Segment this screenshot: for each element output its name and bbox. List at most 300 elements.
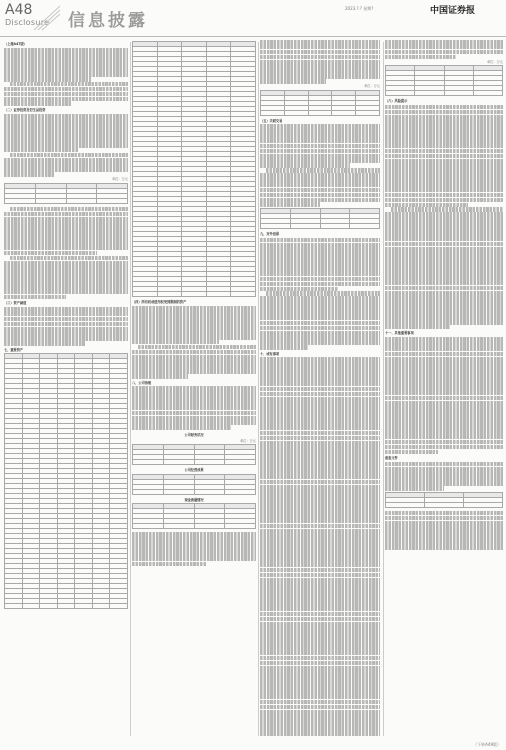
table-unit: 单位：万元 — [487, 59, 503, 64]
text-line — [4, 162, 128, 167]
text-line — [385, 188, 503, 193]
subsection-heading: 备查文件 — [385, 456, 398, 461]
text-line — [385, 261, 503, 266]
text-line — [132, 425, 231, 430]
text-line — [132, 325, 256, 330]
text-line — [260, 680, 380, 685]
text-line — [260, 489, 380, 494]
text-line — [4, 317, 128, 322]
table-cell — [40, 604, 58, 609]
text-line — [4, 92, 128, 97]
text-line — [385, 139, 503, 144]
text-line — [260, 144, 380, 149]
text-line — [260, 74, 380, 79]
text-line — [260, 60, 380, 65]
data-table — [4, 353, 128, 609]
data-table — [385, 65, 503, 96]
table-cell — [133, 524, 164, 529]
text-line — [385, 178, 503, 183]
text-line — [260, 401, 380, 406]
section-title: 信息披露 — [68, 11, 148, 31]
table-cell — [290, 224, 320, 229]
table-row — [133, 524, 256, 529]
text-line — [385, 486, 444, 491]
text-line — [4, 270, 128, 275]
text-line — [385, 281, 503, 286]
text-line — [260, 134, 380, 139]
table-cell — [206, 292, 231, 297]
text-line — [385, 352, 503, 357]
text-line — [385, 371, 503, 376]
text-line — [132, 330, 256, 335]
text-line — [4, 77, 91, 82]
text-line — [4, 167, 128, 172]
text-line — [260, 450, 380, 455]
text-line — [260, 362, 380, 367]
text-line — [260, 193, 380, 198]
text-line — [260, 578, 380, 583]
text-line — [385, 467, 503, 472]
text-line — [385, 173, 503, 178]
column-divider — [258, 42, 259, 736]
text-line — [260, 124, 380, 129]
text-line — [260, 548, 380, 553]
text-line — [260, 257, 380, 262]
text-line — [260, 139, 380, 144]
text-line — [260, 480, 380, 485]
table-cell — [464, 502, 503, 507]
text-line — [260, 563, 380, 568]
table-cell — [35, 198, 66, 203]
text-line — [385, 193, 503, 198]
text-line — [260, 587, 380, 592]
text-line — [260, 705, 380, 710]
text-line — [260, 282, 380, 287]
text-line — [260, 543, 380, 548]
text-line — [4, 67, 128, 72]
text-line — [385, 420, 503, 425]
text-line — [4, 246, 128, 251]
text-line — [4, 251, 97, 256]
subsection-heading: （三）资产减值 — [4, 301, 27, 306]
continued-on-next-page: （下转A49版） — [473, 742, 501, 747]
table-title: 公司财务状况 — [184, 432, 204, 437]
text-line — [132, 532, 256, 537]
text-line — [260, 367, 380, 372]
text-line — [260, 129, 380, 134]
text-line — [260, 243, 380, 248]
subsection-heading: （五）关联交易 — [260, 118, 283, 123]
text-line — [385, 40, 503, 45]
text-line — [260, 272, 380, 277]
subsection-heading: 十一、其他重要事项 — [385, 331, 414, 336]
table-cell — [194, 524, 225, 529]
text-line — [385, 222, 503, 227]
text-line — [260, 445, 380, 450]
text-line — [4, 295, 66, 300]
text-line — [4, 217, 128, 222]
text-line — [132, 359, 256, 364]
text-line — [385, 217, 503, 222]
text-line — [260, 436, 380, 441]
text-line — [260, 714, 380, 719]
text-line — [385, 163, 503, 168]
text-line — [385, 154, 503, 159]
text-line — [260, 357, 380, 362]
text-line — [385, 203, 468, 208]
text-line — [385, 115, 503, 120]
text-line — [385, 337, 503, 342]
text-line — [132, 306, 256, 311]
text-line — [4, 87, 128, 92]
data-table — [260, 90, 380, 116]
text-line — [385, 376, 503, 381]
text-line — [385, 105, 503, 110]
text-line — [385, 134, 503, 139]
text-line — [385, 242, 503, 247]
text-line — [4, 336, 128, 341]
text-line — [385, 471, 503, 476]
text-line — [391, 207, 503, 212]
text-line — [260, 651, 380, 656]
text-line — [385, 305, 503, 310]
text-line — [385, 435, 503, 440]
text-line — [260, 154, 380, 159]
data-table — [132, 41, 256, 297]
table-cell — [5, 604, 23, 609]
text-line — [260, 670, 380, 675]
text-line — [385, 295, 503, 300]
table-cell — [261, 110, 285, 115]
text-line — [260, 296, 380, 301]
table-cell — [163, 460, 194, 465]
text-line — [10, 256, 128, 261]
text-line — [385, 425, 503, 430]
text-line — [260, 597, 380, 602]
text-line — [4, 236, 128, 241]
text-line — [260, 183, 380, 188]
text-line — [260, 529, 380, 534]
text-line — [385, 410, 503, 415]
text-line — [4, 62, 128, 67]
text-line — [385, 445, 503, 450]
table-row — [5, 198, 128, 203]
section-name-en: Disclosure — [5, 18, 50, 27]
text-line — [138, 345, 256, 350]
table-cell — [66, 198, 97, 203]
text-line — [260, 690, 380, 695]
text-line — [385, 149, 503, 154]
text-line — [385, 415, 503, 420]
page-number: A48 — [5, 2, 33, 18]
text-line — [260, 675, 380, 680]
text-column-4 — [385, 40, 503, 736]
text-line — [4, 265, 128, 270]
text-line — [10, 207, 128, 212]
text-line — [385, 430, 503, 435]
text-line — [260, 252, 380, 257]
text-line — [132, 315, 256, 320]
text-line — [385, 396, 503, 401]
text-line — [132, 557, 256, 562]
text-line — [260, 631, 380, 636]
text-line — [385, 291, 503, 296]
text-line — [385, 251, 503, 256]
table-row — [133, 292, 256, 297]
text-line — [260, 582, 380, 587]
text-line — [260, 163, 350, 168]
text-line — [260, 40, 380, 45]
text-line — [385, 310, 503, 315]
table-cell — [57, 604, 75, 609]
text-line — [260, 178, 380, 183]
text-line — [260, 45, 380, 50]
text-line — [260, 372, 380, 377]
table-cell — [92, 604, 110, 609]
table-row — [261, 224, 380, 229]
text-line — [260, 470, 380, 475]
text-line — [4, 212, 128, 217]
text-line — [385, 545, 503, 550]
text-line — [132, 335, 256, 340]
text-line — [10, 82, 128, 87]
data-table — [132, 444, 256, 465]
table-cell — [356, 110, 380, 115]
text-line — [132, 391, 256, 396]
text-line — [4, 123, 128, 128]
text-line — [260, 202, 320, 207]
text-line — [260, 188, 380, 193]
text-line — [260, 504, 380, 509]
text-line — [385, 183, 503, 188]
text-line — [4, 72, 128, 77]
text-line — [260, 719, 380, 724]
table-cell — [386, 502, 425, 507]
table-row — [386, 502, 503, 507]
subsection-heading: 九、对外担保 — [260, 232, 280, 237]
text-line — [260, 198, 380, 203]
text-line — [260, 475, 380, 480]
table-cell — [133, 489, 164, 494]
text-line — [4, 341, 85, 346]
text-line — [260, 345, 308, 350]
text-line — [385, 168, 503, 173]
text-line — [385, 386, 503, 391]
text-line — [260, 695, 380, 700]
text-line — [385, 405, 503, 410]
text-line — [132, 562, 206, 567]
table-title: 现金流量情况 — [184, 497, 204, 502]
text-line — [4, 52, 128, 57]
text-line — [385, 440, 503, 445]
text-line — [132, 406, 256, 411]
table-cell — [163, 489, 194, 494]
data-table — [260, 208, 380, 229]
text-line — [260, 710, 380, 715]
text-line — [385, 450, 438, 455]
text-line — [132, 340, 219, 345]
text-line — [4, 231, 128, 236]
text-line — [260, 622, 380, 627]
text-line — [385, 347, 503, 352]
table-cell — [425, 502, 464, 507]
text-line — [260, 326, 380, 331]
text-line — [385, 159, 503, 164]
subsection-heading: （六）风险提示 — [385, 99, 408, 104]
text-line — [4, 128, 128, 133]
text-line — [260, 262, 380, 267]
text-line — [260, 387, 380, 392]
text-line — [260, 301, 380, 306]
text-line — [132, 420, 256, 425]
text-line — [132, 416, 256, 421]
text-line — [260, 533, 380, 538]
table-row — [133, 489, 256, 494]
text-line — [260, 306, 380, 311]
text-column-2 — [132, 40, 256, 736]
data-table — [4, 183, 128, 204]
text-line — [260, 421, 380, 426]
text-line — [132, 542, 256, 547]
text-line — [260, 335, 380, 340]
text-line — [260, 331, 380, 336]
text-line — [132, 552, 256, 557]
text-line — [4, 158, 128, 163]
text-line — [385, 45, 503, 50]
text-column-1 — [4, 40, 128, 736]
text-line — [4, 307, 128, 312]
text-line — [385, 55, 456, 60]
table-cell — [97, 198, 128, 203]
text-line — [260, 377, 380, 382]
table-unit: 单位：万元 — [364, 84, 380, 89]
text-line — [260, 661, 380, 666]
text-line — [4, 331, 128, 336]
text-line — [260, 607, 380, 612]
text-line — [260, 455, 380, 460]
issue-date: 2023.?.? 星期? — [345, 6, 374, 11]
text-line — [260, 247, 380, 252]
text-line — [4, 114, 128, 119]
table-row — [261, 110, 380, 115]
text-line — [260, 553, 380, 558]
column-divider — [383, 42, 384, 736]
table-cell — [320, 224, 350, 229]
text-line — [132, 374, 188, 379]
table-row — [5, 604, 128, 609]
table-cell — [75, 604, 93, 609]
table-cell — [231, 292, 256, 297]
text-line — [4, 97, 128, 102]
text-line — [266, 168, 380, 173]
text-line — [385, 50, 503, 55]
table-cell — [225, 524, 256, 529]
text-line — [385, 247, 503, 252]
text-line — [260, 238, 380, 243]
text-line — [260, 558, 380, 563]
text-line — [385, 212, 503, 217]
table-unit: 单位：万元 — [112, 177, 128, 182]
table-cell — [194, 460, 225, 465]
text-line — [4, 221, 128, 226]
text-line — [385, 276, 503, 281]
text-line — [260, 592, 380, 597]
text-line — [385, 462, 503, 467]
table-cell — [194, 489, 225, 494]
text-line — [260, 406, 380, 411]
text-line — [132, 320, 256, 325]
data-table — [132, 503, 256, 529]
text-line — [260, 267, 380, 272]
text-line — [260, 514, 380, 519]
table-unit: 单位：万元 — [240, 438, 256, 443]
text-column-3 — [260, 40, 380, 736]
text-line — [260, 411, 380, 416]
text-line — [260, 724, 380, 729]
text-line — [4, 241, 128, 246]
text-line — [385, 325, 450, 330]
table-cell — [350, 224, 380, 229]
text-line — [260, 626, 380, 631]
text-line — [260, 50, 380, 55]
text-line — [260, 617, 380, 622]
text-line — [260, 426, 380, 431]
text-line — [4, 261, 128, 266]
text-line — [260, 700, 380, 705]
table-cell — [22, 604, 40, 609]
text-line — [132, 350, 256, 355]
text-line — [385, 521, 503, 526]
table-cell — [5, 198, 36, 203]
text-line — [4, 322, 128, 327]
subsection-heading: （四）所有权或使用权受到限制的资产 — [132, 300, 187, 304]
text-line — [385, 129, 503, 134]
table-cell — [157, 292, 182, 297]
text-line — [260, 509, 380, 514]
text-line — [260, 392, 380, 397]
text-line — [4, 148, 78, 153]
text-line — [260, 485, 380, 490]
text-line — [260, 287, 338, 292]
newspaper-logo: 中国证券报 — [430, 6, 476, 16]
text-line — [132, 537, 256, 542]
text-line — [260, 602, 380, 607]
text-line — [385, 256, 503, 261]
text-line — [260, 431, 380, 436]
text-line — [260, 494, 380, 499]
table-cell — [308, 110, 332, 115]
text-line — [385, 357, 503, 362]
text-line — [385, 144, 503, 149]
text-line — [385, 511, 503, 516]
data-table — [132, 474, 256, 495]
text-line — [10, 153, 128, 158]
table-cell — [110, 604, 128, 609]
text-line — [260, 656, 380, 661]
text-line — [260, 646, 380, 651]
text-line — [4, 133, 128, 138]
text-line — [385, 366, 503, 371]
text-line — [385, 481, 503, 486]
text-line — [260, 524, 380, 529]
text-line — [132, 396, 256, 401]
text-line — [4, 312, 128, 317]
text-line — [4, 280, 128, 285]
text-line — [385, 286, 503, 291]
text-line — [260, 612, 380, 617]
table-cell — [284, 110, 308, 115]
table-cell — [415, 91, 444, 96]
